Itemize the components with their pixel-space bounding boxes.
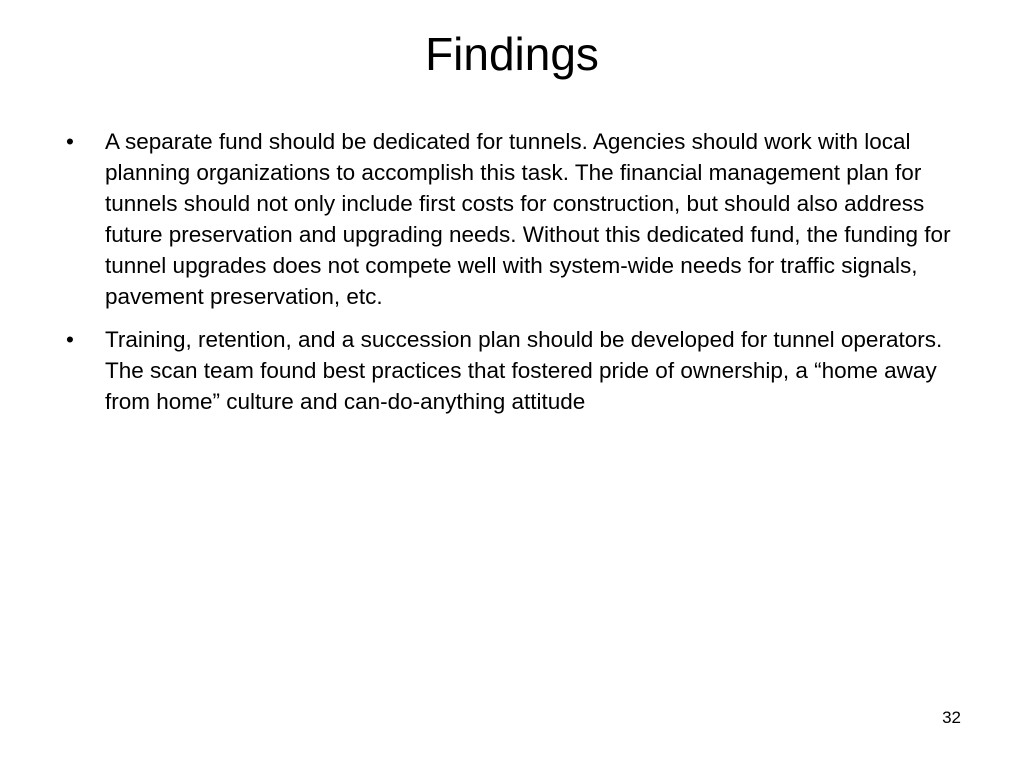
bullet-item-training	[66, 324, 966, 417]
bullet-text: A separate fund should be dedicated for tunnels. Agencies should work with local planning organizations to accomplish this task. The financial management plan for tunnels should not only include first costs for construction, but should also address future preservation and upgrading needs. Without this dedicated fund, the funding for tunnel upgrades does not compete well with system-wide needs for traffic signals, pavement preservation, etc.	[105, 129, 951, 309]
slide-title: Findings	[425, 28, 599, 80]
bullet-marker: •	[66, 129, 74, 154]
bullet-text: Training, retention, and a succession plan should be developed for tunnel operators. The scan team found best practices that fostered pride of ownership, a “home away from home” culture and can-do-anything attitude	[105, 327, 943, 414]
page-number: 32	[942, 708, 961, 727]
bullet-list	[66, 126, 966, 429]
bullet-item-funding	[66, 126, 966, 312]
bullet-marker: •	[66, 327, 74, 352]
